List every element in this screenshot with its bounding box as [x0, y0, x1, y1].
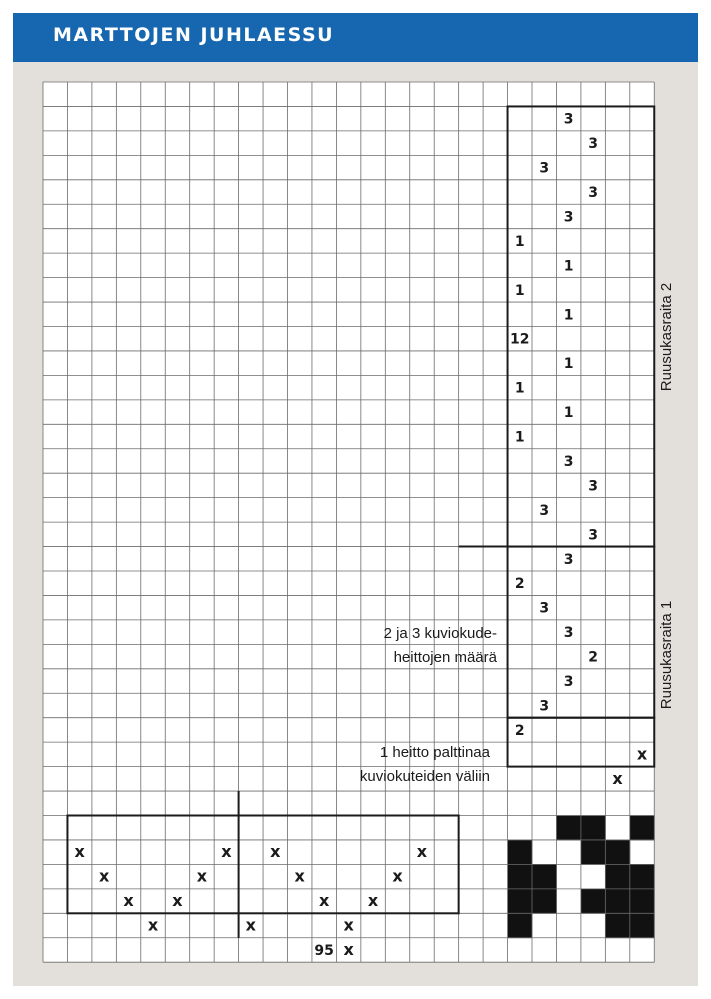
tieup-cell [581, 889, 606, 914]
threading-x: x [343, 915, 354, 935]
note-count-line2: heittojen määrä [393, 649, 497, 666]
stripe2-count: 3 [588, 136, 598, 153]
threading-x: x [319, 891, 330, 911]
stripe2-count: 3 [563, 453, 574, 470]
plain-weave-x: x [612, 768, 623, 788]
tieup-cell [532, 889, 557, 914]
tieup-cell [630, 913, 655, 938]
tieup-cell [630, 889, 655, 914]
tieup-cell [630, 864, 655, 889]
tieup-cell [508, 889, 533, 914]
threading-number: 95 [314, 942, 334, 959]
stripe2-count: 1 [514, 233, 525, 250]
stripe1-count: 3 [563, 625, 574, 642]
stripe1-count: 2 [588, 649, 598, 666]
stripe2-count: 3 [563, 551, 574, 568]
label-stripe-2: Ruusukasraita 2 [658, 282, 675, 392]
tieup-cell [508, 913, 533, 938]
stripe2-count: 1 [563, 307, 574, 324]
stripe2-count: 3 [588, 478, 598, 495]
tieup-cell [605, 864, 630, 889]
stripe1-count: 3 [539, 600, 550, 617]
tieup-cell [532, 864, 557, 889]
stripe2-count: 3 [563, 209, 574, 226]
stripe1-count: 2 [514, 722, 525, 739]
stripe2-count: 1 [563, 258, 574, 275]
tieup-cell [605, 889, 630, 914]
plain-weave-x: x [636, 744, 648, 764]
stripe2-count: 3 [588, 185, 598, 202]
threading-x: x [221, 842, 232, 862]
stripe1-count: 3 [539, 698, 550, 715]
stripe2-count: 1 [563, 405, 574, 422]
threading-x: x [147, 915, 159, 935]
tieup-cell [605, 840, 630, 865]
stripe2-count: 1 [514, 282, 525, 299]
stripe2-count: 3 [539, 502, 550, 519]
stripe2-count: 1 [563, 356, 574, 373]
threading-x: x [294, 866, 305, 886]
tieup-cell [581, 816, 606, 841]
threading-x: x [172, 891, 183, 911]
stripe2-count: 3 [563, 111, 574, 128]
threading-x: x [123, 891, 134, 911]
note-plain-line1: 1 heitto palttinaa [379, 744, 490, 761]
threading-x: x [74, 842, 85, 862]
tieup-cell [508, 864, 533, 889]
label-stripe-1: Ruusukasraita 1 [658, 600, 675, 710]
stripe1-count: 3 [563, 674, 574, 691]
stripe2-count: 3 [588, 527, 598, 544]
tieup-cell [605, 913, 630, 938]
stripe2-count: 12 [510, 331, 530, 348]
threading-x: x [196, 866, 208, 886]
threading-x: x [270, 842, 281, 862]
threading-x: x [98, 866, 110, 886]
note-plain-line2: kuviokuteiden väliin [359, 768, 490, 785]
tieup-cell [508, 840, 533, 865]
note-count-line1: 2 ja 3 kuviokude- [383, 625, 497, 642]
tieup-cell [581, 840, 606, 865]
tieup-cell [556, 816, 581, 841]
stripe2-count: 3 [539, 160, 550, 177]
threading-x: x [392, 866, 403, 886]
page-title: MARTTOJEN JUHLAESSU [53, 24, 335, 46]
stripe2-count: 1 [514, 429, 525, 446]
threading-x: x [343, 939, 354, 959]
stripe1-count: 2 [514, 576, 525, 593]
stripe2-count: 1 [514, 380, 525, 397]
tieup-cell [630, 816, 655, 841]
threading-x: x [416, 842, 428, 862]
threading-x: x [367, 891, 379, 911]
threading-x: x [245, 915, 256, 935]
